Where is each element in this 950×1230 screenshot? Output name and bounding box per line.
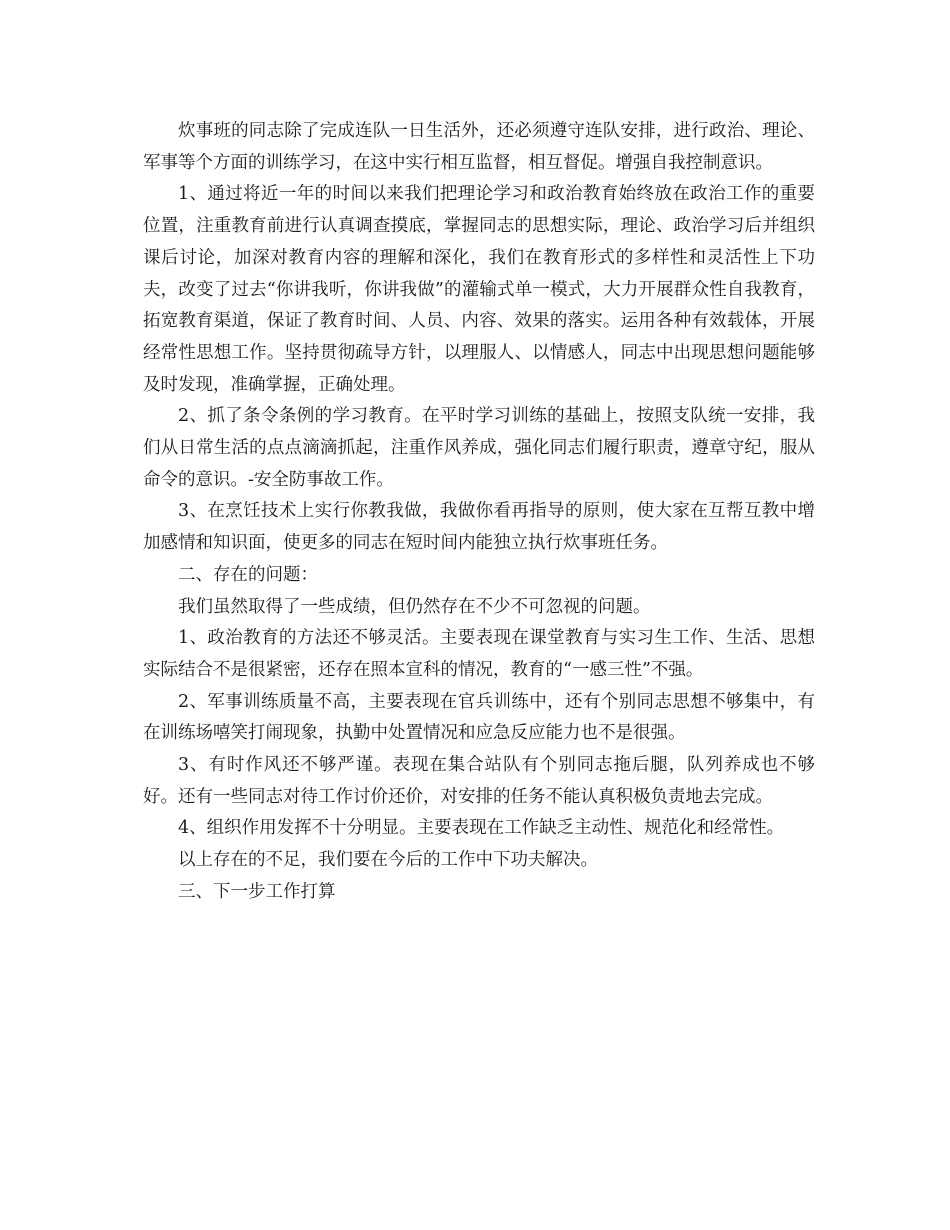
section-heading-problems: 二、存在的问题：: [178, 564, 318, 585]
paragraph-problem-1: 1、政治教育的方法还不够灵活。主要表现在课堂教育与实习生工作、生活、思想实际结合不是很紧密，还存在照本宣科的情况，教育的“一感三性”不强。: [143, 628, 815, 680]
paragraph-problems-conclusion: 以上存在的不足，我们要在今后的工作中下功夫解决。: [178, 850, 598, 871]
paragraph-item-2: 2、抓了条令条例的学习教育。在平时学习训练的基础上，按照支队统一安排，我们从日常生活的点点滴滴抓起，注重作风养成，强化同志们履行职责，遵章守纪，服从命令的意识。-安全防事故工作。: [143, 406, 815, 490]
section-heading-next-steps: 三、下一步工作打算: [178, 881, 336, 902]
document-body: [143, 116, 815, 909]
paragraph-item-1: 1、通过将近一年的时间以来我们把理论学习和政治教育始终放在政治工作的重要位置，注重教育前进行认真调查摸底，掌握同志的思想实际，理论、政治学习后并组织课后讨论，加深对教育内容的理解和深化，我们在教育形式的多样性和灵活性上下功夫，改变了过去“你讲我听，你讲我做”的灌输式单一模式，大力开展群众性自我教育，拓宽教育渠道，保证了教育时间、人员、内容、效果的落实。运用各种有效载体，开展经常性思想工作。坚持贯彻疏导方针，以理服人、以情感人，同志中出现思想问题能够及时发现，准确掌握，正确处理。: [143, 184, 815, 395]
paragraph-problem-2: 2、军事训练质量不高，主要表现在官兵训练中，还有个别同志思想不够集中，有在训练场嘻笑打闹现象，执勤中处置情况和应急反应能力也不是很强。: [143, 691, 815, 744]
paragraph-item-3: 3、在烹饪技术上实行你教我做，我做你看再指导的原则，使大家在互帮互教中增加感情和知识面，使更多的同志在短时间内能独立执行炊事班任务。: [143, 501, 815, 554]
paragraph-problem-4: 4、组织作用发挥不十分明显。主要表现在工作缺乏主动性、规范化和经常性。: [178, 818, 785, 839]
paragraph-problems-intro: 我们虽然取得了一些成绩，但仍然存在不少不可忽视的问题。: [178, 596, 651, 617]
paragraph-problem-3: 3、有时作风还不够严谨。表现在集合站队有个别同志拖后腿，队列养成也不够好。还有一些同志对待工作讨价还价，对安排的任务不能认真积极负责地去完成。: [143, 755, 815, 807]
paragraph-intro: 炊事班的同志除了完成连队一日生活外，还必须遵守连队安排，进行政治、理论、军事等个方面的训练学习，在这中实行相互监督，相互督促。增强自我控制意识。: [143, 121, 815, 173]
